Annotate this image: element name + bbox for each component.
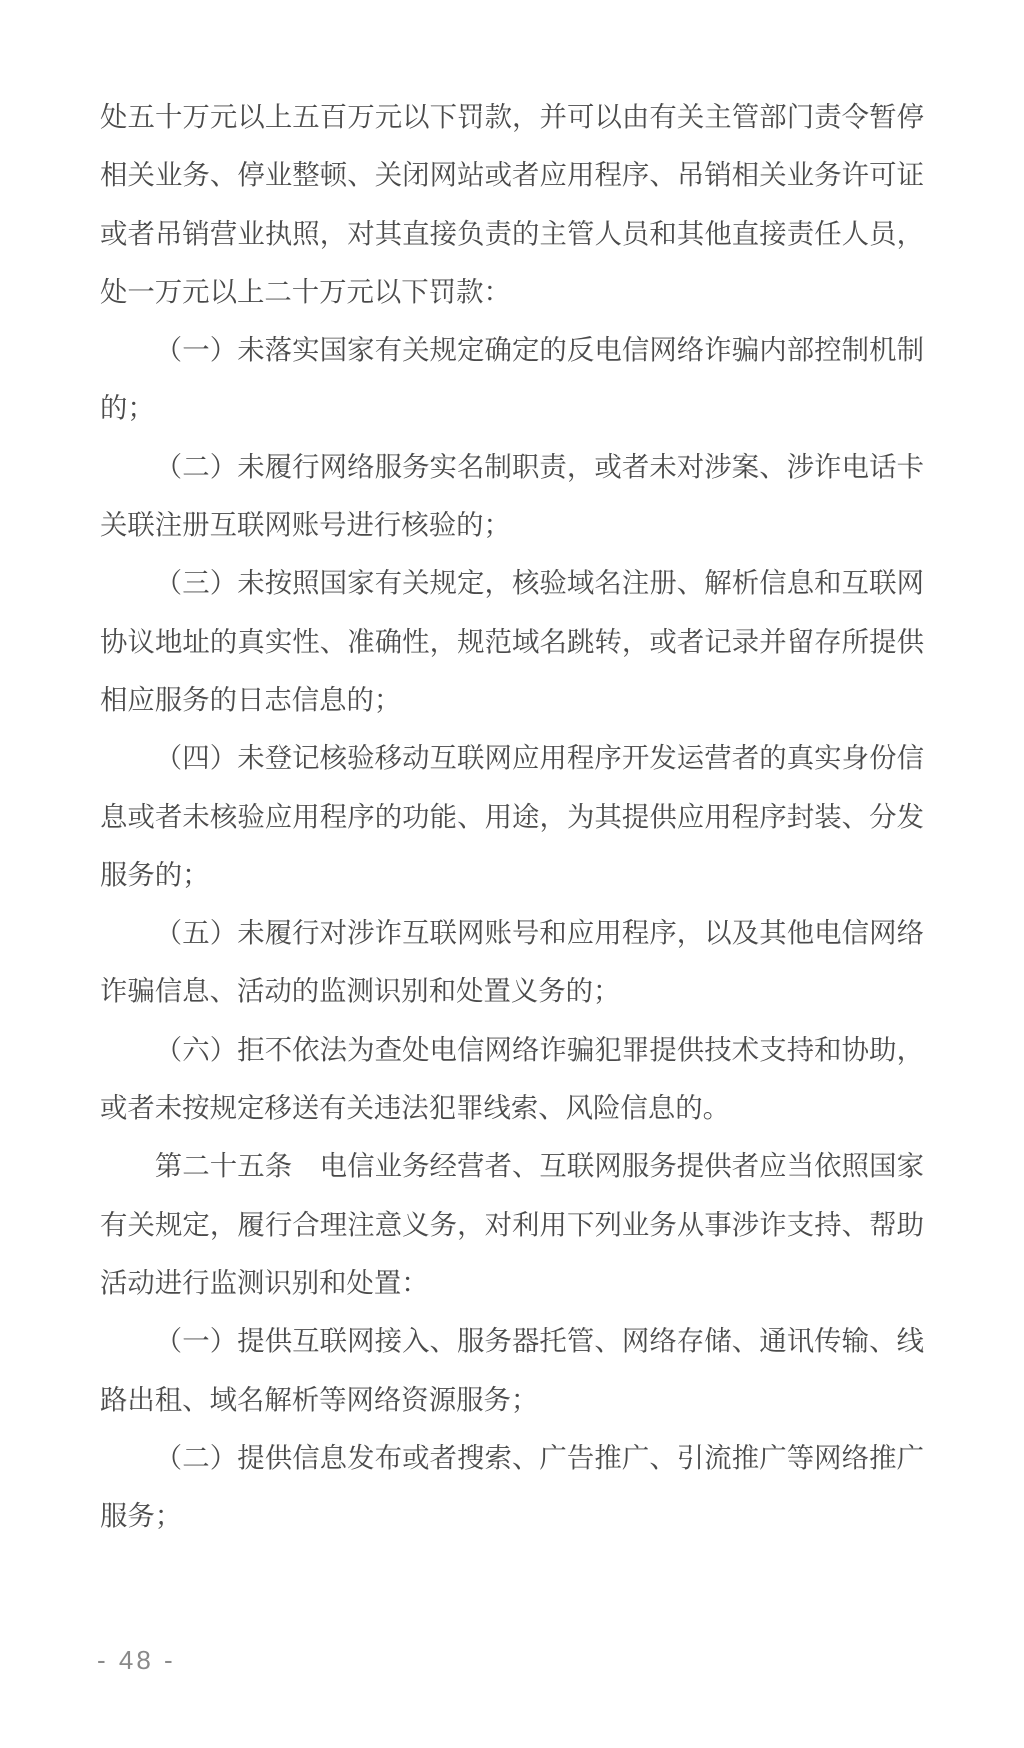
paragraph: 第二十五条 电信业务经营者、互联网服务提供者应当依照国家有关规定，履行合理注意义务，对利用下列业务从事涉诈支持、帮助活动进行监测识别和处置：	[100, 1150, 924, 1298]
paragraph: （一）提供互联网接入、服务器托管、网络存储、通讯传输、线路出租、域名解析等网络资源服务；	[100, 1325, 924, 1415]
paragraph: （二）提供信息发布或者搜索、广告推广、引流推广等网络推广服务；	[100, 1441, 924, 1532]
paragraph: （六）拒不依法为查处电信网络诈骗犯罪提供技术支持和协助，或者未按规定移送有关违法犯罪线索、风险信息的。	[100, 1033, 924, 1124]
paragraph: （四）未登记核验移动互联网应用程序开发运营者的真实身份信息或者未核验应用程序的功能、用途，为其提供应用程序封装、分发服务的；	[100, 742, 924, 890]
paragraph: （三）未按照国家有关规定，核验域名注册、解析信息和互联网协议地址的真实性、准确性，规范域名跳转，或者记录并留存所提供相应服务的日志信息的；	[100, 567, 924, 715]
paragraph: （二）未履行网络服务实名制职责，或者未对涉案、涉诈电话卡关联注册互联网账号进行核验的；	[100, 450, 924, 541]
paragraph: （一）未落实国家有关规定确定的反电信网络诈骗内部控制机制的；	[100, 334, 924, 424]
paragraph: 处五十万元以上五百万元以下罚款，并可以由有关主管部门责令暂停相关业务、停业整顿、关闭网站或者应用程序、吊销相关业务许可证或者吊销营业执照，对其直接负责的主管人员和其他直接责任人员，处一万元以上二十万元以下罚款：	[100, 101, 924, 307]
page-number: - 48 -	[97, 1645, 176, 1675]
document-body	[100, 88, 924, 1545]
paragraph: （五）未履行对涉诈互联网账号和应用程序，以及其他电信网络诈骗信息、活动的监测识别和处置义务的；	[100, 917, 924, 1007]
